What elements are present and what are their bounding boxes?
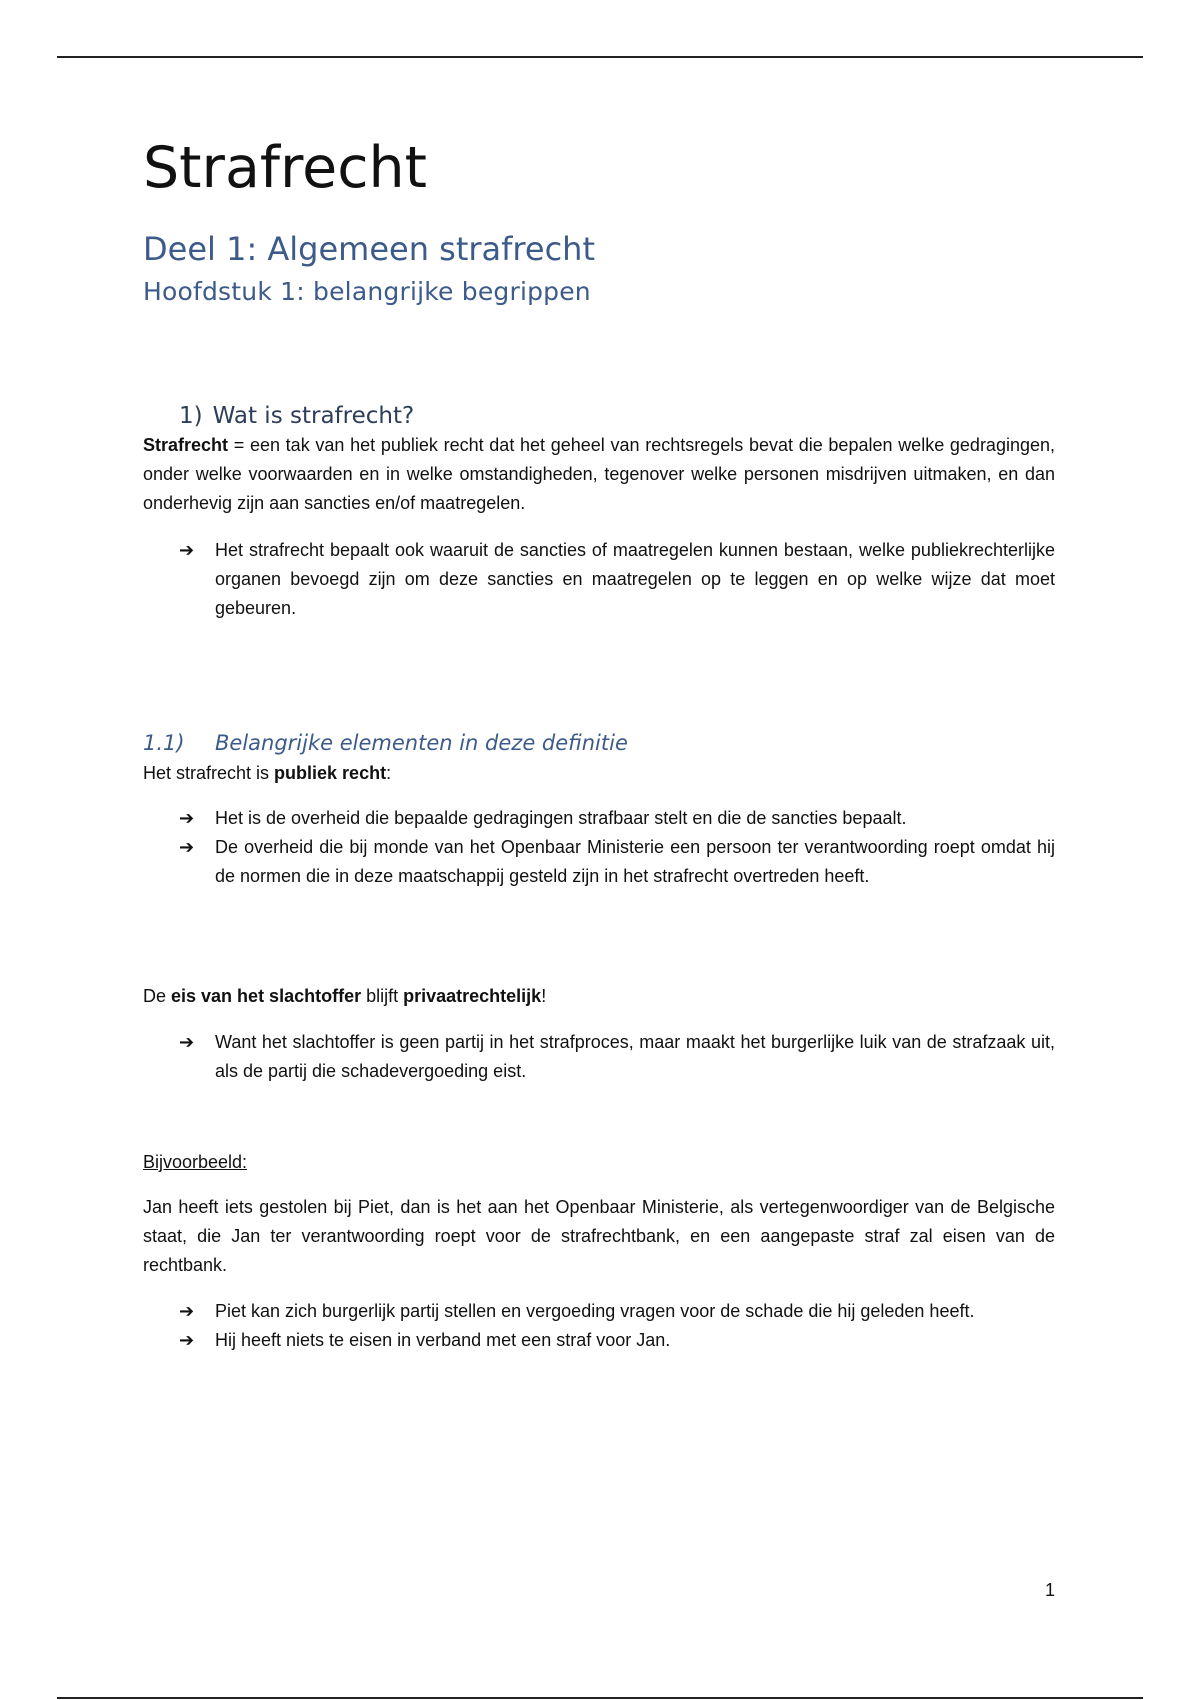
definition-paragraph [143, 431, 1055, 518]
section-number: 1) [179, 403, 203, 429]
list-item: ➔ Hij heeft niets te eisen in verband met een straf voor Jan. [179, 1326, 1055, 1355]
subsection-heading-1-1 [143, 733, 628, 754]
chapter-title: Hoofdstuk 1: belangrijke begrippen [143, 277, 591, 306]
page-number: 1 [1044, 1580, 1055, 1600]
subsection-title: Belangrijke elementen in deze definitie [215, 731, 628, 755]
arrow-right-icon: ➔ [179, 837, 195, 857]
arrow-right-icon: ➔ [179, 1301, 195, 1321]
section1-bullet-list [179, 536, 1055, 623]
list-item: ➔ Piet kan zich burgerlijk partij stellen en vergoeding vragen voor de schade die hij geleden heeft. [179, 1297, 1055, 1326]
list-item: ➔ Het strafrecht bepaalt ook waaruit de sancties of maatregelen kunnen bestaan, welke publiekrechterlijke organen bevoegd zijn om deze sancties en maatregelen op te leggen en op welke wijze dat moet gebeuren. [179, 536, 1055, 623]
arrow-right-icon: ➔ [179, 540, 195, 560]
section-title: Wat is strafrecht? [212, 403, 415, 429]
victim-bullet-list [179, 1028, 1055, 1086]
victim-paragraph: De eis van het slachtoffer blijft privaatrechtelijk! [143, 986, 547, 1006]
example-label: Bijvoorbeeld: [143, 1152, 248, 1172]
arrow-right-icon: ➔ [179, 1032, 195, 1052]
part-title: Deel 1: Algemeen strafrecht [143, 230, 595, 268]
list-item: ➔ Want het slachtoffer is geen partij in het strafproces, maar maakt het burgerlijke luik van de strafzaak uit, als de partij die schadevergoeding eist. [179, 1028, 1055, 1086]
bottom-rule [57, 1697, 1143, 1699]
definition-text: = een tak van het publiek recht dat het geheel van rechtsregels bevat die bepalen welke gedragingen, onder welke voorwaarden en in welke omstandigheden, tegenover welke personen misdrijven uitmaken, en dan onderhevig zijn aan sancties en/of maatregelen. [143, 435, 1055, 513]
public-law-intro: Het strafrecht is publiek recht: [143, 763, 392, 783]
subsection-number: 1.1) [143, 731, 185, 755]
arrow-right-icon: ➔ [179, 1330, 195, 1350]
example-paragraph: Jan heeft iets gestolen bij Piet, dan is het aan het Openbaar Ministerie, als vertegenwoordiger van de Belgische staat, die Jan ter verantwoording roept voor de strafrechtbank, en een aangepaste straf zal eisen van de rechtbank. [143, 1197, 1055, 1275]
public-law-bullet-list [179, 804, 1055, 891]
top-rule [57, 56, 1143, 58]
document-title: Strafrecht [143, 135, 428, 201]
list-item: ➔ Het is de overheid die bepaalde gedragingen strafbaar stelt en die de sancties bepaalt. [179, 804, 1055, 833]
public-law-term: publiek recht [274, 763, 387, 783]
section-heading-1 [179, 405, 414, 428]
definition-term: Strafrecht [143, 435, 229, 455]
list-item: ➔ De overheid die bij monde van het Openbaar Ministerie een persoon ter verantwoording roept omdat hij de normen die in deze maatschappij gesteld zijn in het strafrecht overtreden heeft. [179, 833, 1055, 891]
example-bullet-list [179, 1297, 1055, 1355]
arrow-right-icon: ➔ [179, 808, 195, 828]
